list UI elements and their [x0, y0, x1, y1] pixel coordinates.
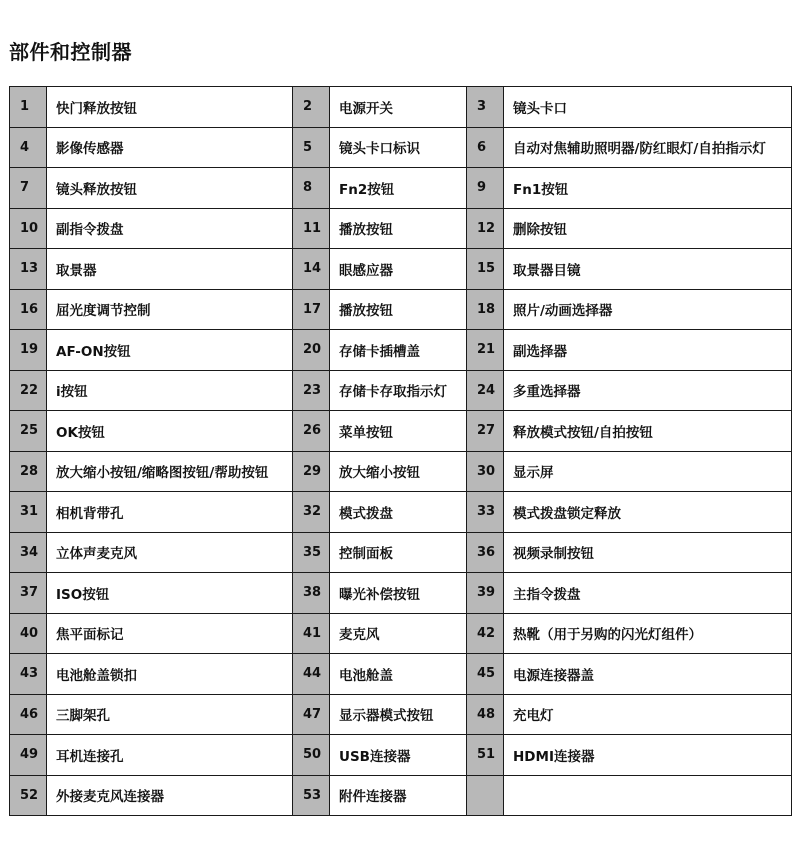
part-label: 镜头卡口	[504, 87, 792, 128]
part-number: 13	[10, 249, 47, 290]
table-row	[10, 532, 792, 573]
part-number: 26	[293, 411, 330, 452]
part-number: 32	[293, 492, 330, 533]
part-number: 23	[293, 370, 330, 411]
part-number: 31	[10, 492, 47, 533]
part-number: 17	[293, 289, 330, 330]
part-number: 44	[293, 654, 330, 695]
part-label: 删除按钮	[504, 208, 792, 249]
part-label: 镜头释放按钮	[47, 168, 293, 209]
table-row	[10, 735, 792, 776]
part-label: 麦克风	[330, 613, 467, 654]
part-number: 29	[293, 451, 330, 492]
part-number: 25	[10, 411, 47, 452]
part-label: 屈光度调节控制	[47, 289, 293, 330]
part-number: 30	[467, 451, 504, 492]
part-label: 视频录制按钮	[504, 532, 792, 573]
part-number: 27	[467, 411, 504, 452]
part-label: 镜头卡口标识	[330, 127, 467, 168]
part-number: 14	[293, 249, 330, 290]
part-number: 38	[293, 573, 330, 614]
part-number: 1	[10, 87, 47, 128]
part-number: 11	[293, 208, 330, 249]
part-label: 副指令拨盘	[47, 208, 293, 249]
part-label: 主指令拨盘	[504, 573, 792, 614]
part-label: 菜单按钮	[330, 411, 467, 452]
part-label: 自动对焦辅助照明器/防红眼灯/自拍指示灯	[504, 127, 792, 168]
part-number: 21	[467, 330, 504, 371]
part-label: 外接麦克风连接器	[47, 775, 293, 816]
table-row	[10, 613, 792, 654]
part-label: 充电灯	[504, 694, 792, 735]
table-row	[10, 87, 792, 128]
table-row	[10, 249, 792, 290]
part-number: 46	[10, 694, 47, 735]
part-label: 释放模式按钮/自拍按钮	[504, 411, 792, 452]
parts-table	[9, 86, 792, 816]
part-label: 影像传感器	[47, 127, 293, 168]
part-number: 10	[10, 208, 47, 249]
part-label: OK按钮	[47, 411, 293, 452]
part-label: 存储卡存取指示灯	[330, 370, 467, 411]
part-number: 16	[10, 289, 47, 330]
table-row	[10, 573, 792, 614]
table-row	[10, 694, 792, 735]
part-label: 电源连接器盖	[504, 654, 792, 695]
part-label: 显示器模式按钮	[330, 694, 467, 735]
part-number: 48	[467, 694, 504, 735]
part-number: 34	[10, 532, 47, 573]
part-label: 附件连接器	[330, 775, 467, 816]
part-number	[467, 775, 504, 816]
part-number: 40	[10, 613, 47, 654]
part-label: USB连接器	[330, 735, 467, 776]
parts-table-body	[10, 87, 792, 816]
part-label: 取景器	[47, 249, 293, 290]
part-number: 8	[293, 168, 330, 209]
part-number: 35	[293, 532, 330, 573]
table-row	[10, 492, 792, 533]
part-label: 取景器目镜	[504, 249, 792, 290]
part-number: 37	[10, 573, 47, 614]
part-label: ISO按钮	[47, 573, 293, 614]
table-row	[10, 289, 792, 330]
part-number: 49	[10, 735, 47, 776]
part-label: 热靴（用于另购的闪光灯组件）	[504, 613, 792, 654]
part-number: 33	[467, 492, 504, 533]
part-number: 41	[293, 613, 330, 654]
part-label: 眼感应器	[330, 249, 467, 290]
part-number: 15	[467, 249, 504, 290]
part-label: 放大缩小按钮	[330, 451, 467, 492]
part-number: 50	[293, 735, 330, 776]
part-number: 9	[467, 168, 504, 209]
part-number: 42	[467, 613, 504, 654]
part-number: 3	[467, 87, 504, 128]
part-number: 39	[467, 573, 504, 614]
part-label: 存储卡插槽盖	[330, 330, 467, 371]
part-number: 7	[10, 168, 47, 209]
part-number: 22	[10, 370, 47, 411]
part-label: 焦平面标记	[47, 613, 293, 654]
part-number: 20	[293, 330, 330, 371]
part-label: 控制面板	[330, 532, 467, 573]
part-label: 曝光补偿按钮	[330, 573, 467, 614]
part-number: 52	[10, 775, 47, 816]
part-label: 放大缩小按钮/缩略图按钮/帮助按钮	[47, 451, 293, 492]
part-label: HDMI连接器	[504, 735, 792, 776]
part-label: Fn1按钮	[504, 168, 792, 209]
part-label	[504, 775, 792, 816]
part-number: 5	[293, 127, 330, 168]
page-title: 部件和控制器	[9, 40, 132, 64]
part-number: 53	[293, 775, 330, 816]
part-number: 47	[293, 694, 330, 735]
part-number: 4	[10, 127, 47, 168]
part-number: 45	[467, 654, 504, 695]
part-label: 立体声麦克风	[47, 532, 293, 573]
part-label: 电池舱盖	[330, 654, 467, 695]
part-label: 电源开关	[330, 87, 467, 128]
part-number: 12	[467, 208, 504, 249]
table-row	[10, 451, 792, 492]
part-label: Fn2按钮	[330, 168, 467, 209]
part-number: 6	[467, 127, 504, 168]
part-label: 显示屏	[504, 451, 792, 492]
part-label: i按钮	[47, 370, 293, 411]
table-row	[10, 208, 792, 249]
table-row	[10, 330, 792, 371]
part-number: 51	[467, 735, 504, 776]
part-label: 照片/动画选择器	[504, 289, 792, 330]
part-number: 43	[10, 654, 47, 695]
table-row	[10, 127, 792, 168]
table-row	[10, 411, 792, 452]
part-label: 模式拨盘锁定释放	[504, 492, 792, 533]
part-label: 播放按钮	[330, 208, 467, 249]
table-row	[10, 775, 792, 816]
part-label: 三脚架孔	[47, 694, 293, 735]
part-label: 电池舱盖锁扣	[47, 654, 293, 695]
part-number: 36	[467, 532, 504, 573]
part-label: 快门释放按钮	[47, 87, 293, 128]
part-label: 多重选择器	[504, 370, 792, 411]
part-number: 28	[10, 451, 47, 492]
part-label: 耳机连接孔	[47, 735, 293, 776]
part-label: AF-ON按钮	[47, 330, 293, 371]
part-number: 2	[293, 87, 330, 128]
table-row	[10, 370, 792, 411]
part-number: 19	[10, 330, 47, 371]
part-label: 模式拨盘	[330, 492, 467, 533]
table-row	[10, 168, 792, 209]
part-label: 副选择器	[504, 330, 792, 371]
part-number: 18	[467, 289, 504, 330]
part-label: 相机背带孔	[47, 492, 293, 533]
part-label: 播放按钮	[330, 289, 467, 330]
table-row	[10, 654, 792, 695]
part-number: 24	[467, 370, 504, 411]
